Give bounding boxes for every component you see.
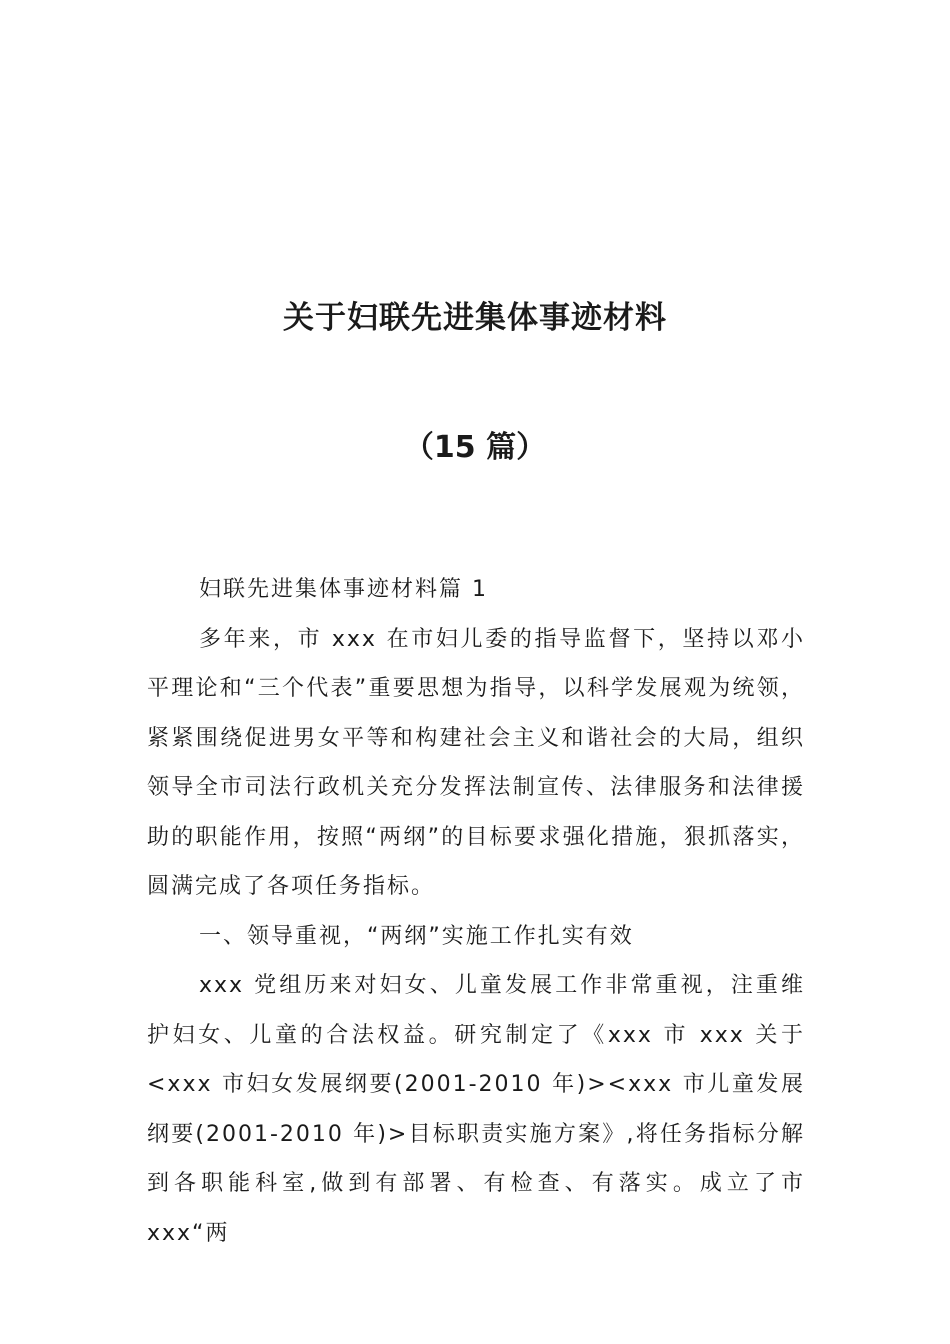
article-heading: 妇联先进集体事迹材料篇 1 <box>199 577 488 602</box>
section-heading: 一、领导重视，“两纲”实施工作扎实有效 <box>199 923 634 949</box>
document-title: 关于妇联先进集体事迹材料 <box>283 300 667 336</box>
document-subtitle: （15 篇） <box>403 430 547 465</box>
body-paragraph: 多年来，市 xxx 在市妇儿委的指导监督下，坚持以邓小平理论和“三个代表”重要思想为指导，以科学发展观为统领，紧紧围绕促进男女平等和构建社会主义和谐社会的大局，组织领导全市司法行政机关充分发挥法制宣传、法律服务和法律援助的职能作用，按照“两纲”的目标要求强化措施，狠抓落实，圆满完成了各项任务指标。 <box>147 626 806 899</box>
document-body <box>147 565 805 1258</box>
body-paragraph: xxx 党组历来对妇女、儿童发展工作非常重视，注重维护妇女、儿童的合法权益。研究制定了《xxx 市 xxx 关于<xxx 市妇女发展纲要(2001-2010 年)><xxx 市儿童发展纲要(2001-2010 年)>目标职责实施方案》,将任务指标分解到各职能科室,做到有部署、有检查、有落实。成立了市 xxx“两 <box>147 973 805 1246</box>
